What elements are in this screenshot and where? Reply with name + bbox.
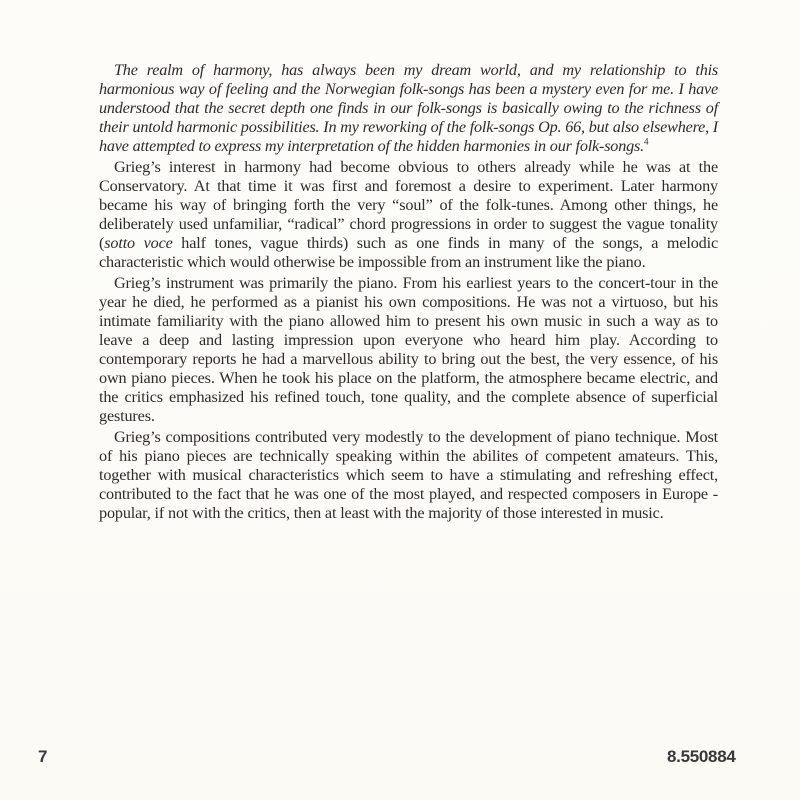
emphasis-text: sotto voce — [104, 234, 173, 252]
paragraph-harmony — [99, 158, 718, 272]
grieg-quote — [99, 61, 718, 156]
paragraph-piano — [99, 274, 718, 426]
page-number: 7 — [38, 747, 48, 766]
body-text — [99, 61, 718, 525]
paragraph-compositions — [99, 428, 718, 523]
catalog-number: 8.550884 — [667, 747, 736, 766]
paragraph-text: Grieg’s compositions contributed very modestly to the development of piano technique. Most of his piano pieces are technically speaking within the abilites of competent amateurs. This, together with musical characteristics which seem to have a stimulating and refreshing effect, contributed to the fact that he was one of the most played, and respected composers in Europe - popular, if not with the critics, then at least with the majority of those interested in music. — [99, 428, 718, 522]
paragraph-text: Grieg’s instrument was primarily the piano. From his earliest years to the concert-tour in the year he died, he performed as a pianist his own compositions. He was not a virtuoso, but his intimate familiarity with the piano allowed him to present his own music in such a way as to leave a deep and lasting impression upon everyone who heard him play. According to contemporary reports he had a marvellous ability to bring out the best, the very essence, of his own piano pieces. When he took his place on the platform, the atmosphere became electric, and the critics emphasized his refined touch, tone quality, and the complete absence of superficial gestures. — [99, 274, 718, 425]
paragraph-text: half tones, vague thirds) such as one finds in many of the songs, a melodic characteristic which would otherwise be impossible from an instrument like the piano. — [99, 234, 718, 271]
paragraph-text: Grieg’s interest in harmony had become obvious to others already while he was at the Conservatory. At that time it was first and foremost a desire to experiment. Later harmony became his way of bringing forth the very “soul” of the folk-tunes. Among other things, he deliberately used unfamiliar, “radical” chord progressions in order to suggest the vague tonality ( — [99, 158, 718, 252]
footnote-marker: 4 — [643, 136, 649, 147]
quote-text: The realm of harmony, has always been my dream world, and my relationship to this harmonious way of feeling and the Norwegian folk-songs has been a mystery even for me. I have understood that the secret depth one finds in our folk-songs is basically owing to the richness of their untold harmonic possibilities. In my reworking of the folk-songs Op. 66, but also elsewhere, I have attempted to express my interpretation of the hidden harmonies in our folk-songs. — [99, 61, 718, 155]
